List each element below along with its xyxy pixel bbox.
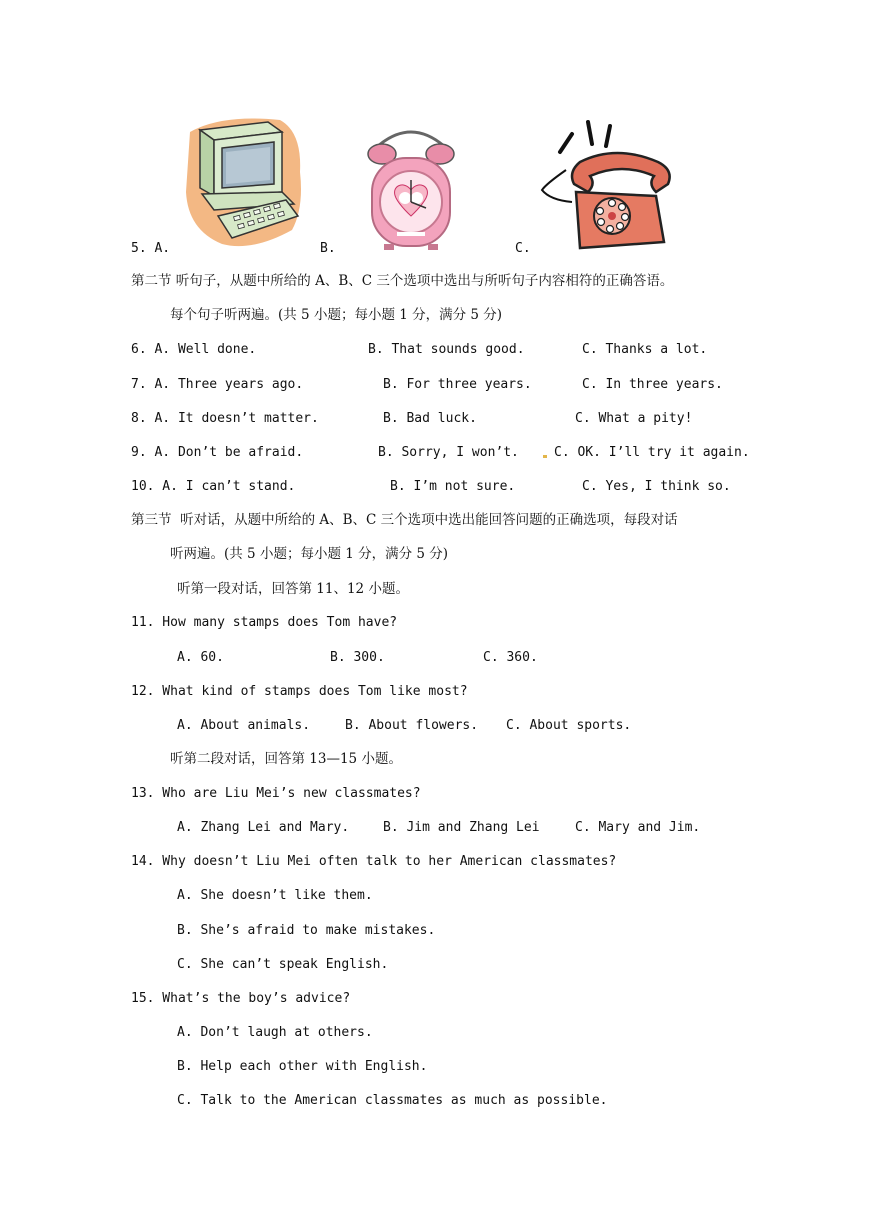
q6-option-c: C. Thanks a lot. bbox=[582, 342, 708, 357]
q10-option-c: C. Yes, I think so. bbox=[582, 479, 731, 494]
q9-option-c: C. OK. I’ll try it again. bbox=[554, 445, 750, 460]
dialog1-instruction: 听第一段对话，回答第 11、12 小题。 bbox=[177, 581, 409, 597]
q5-label-c: C. bbox=[515, 241, 531, 256]
q12-option-b: B. About flowers. bbox=[345, 718, 479, 733]
q11-option-c: C. 360. bbox=[483, 650, 538, 665]
q15-option-c: C. Talk to the American classmates as much as possible. bbox=[177, 1093, 608, 1108]
q6-option-a: 6. A. Well done. bbox=[131, 342, 257, 357]
q13-option-b: B. Jim and Zhang Lei bbox=[383, 820, 540, 835]
alarm-clock-icon bbox=[364, 124, 458, 252]
q9-option-b: B. Sorry, I won’t. bbox=[378, 445, 519, 460]
q14-option-c: C. She can’t speak English. bbox=[177, 957, 389, 972]
q14-option-b: B. She’s afraid to make mistakes. bbox=[177, 923, 436, 938]
q12-option-c: C. About sports. bbox=[506, 718, 632, 733]
q10-option-b: B. I’m not sure. bbox=[390, 479, 516, 494]
q13-stem: 13. Who are Liu Mei’s new classmates? bbox=[131, 786, 421, 801]
q15-option-a: A. Don’t laugh at others. bbox=[177, 1025, 373, 1040]
ink-mark bbox=[543, 455, 547, 458]
section3-title: 第三节 听对话，从题中所给的 A、B、C 三个选项中选出能回答问题的正确选项，每段对话 bbox=[131, 512, 678, 528]
q12-option-a: A. About animals. bbox=[177, 718, 311, 733]
q13-option-c: C. Mary and Jim. bbox=[575, 820, 701, 835]
q7-option-a: 7. A. Three years ago. bbox=[131, 377, 304, 392]
q5-label-a: 5. A. bbox=[131, 241, 171, 256]
q5-label-b: B. bbox=[320, 241, 336, 256]
q6-option-b: B. That sounds good. bbox=[368, 342, 525, 357]
section2-note: 每个句子听两遍。(共 5 小题；每小题 1 分，满分 5 分) bbox=[170, 307, 503, 323]
q8-option-b: B. Bad luck. bbox=[383, 411, 477, 426]
dialog2-instruction: 听第二段对话，回答第 13—15 小题。 bbox=[170, 751, 402, 767]
section2-title: 第二节 听句子，从题中所给的 A、B、C 三个选项中选出与所听句子内容相符的正确答语。 bbox=[131, 273, 674, 289]
q11-stem: 11. How many stamps does Tom have? bbox=[131, 615, 398, 630]
section3-note: 听两遍。(共 5 小题；每小题 1 分，满分 5 分) bbox=[170, 546, 449, 562]
q10-option-a: 10. A. I can’t stand. bbox=[131, 479, 296, 494]
q11-option-a: A. 60. bbox=[177, 650, 224, 665]
q7-option-b: B. For three years. bbox=[383, 377, 532, 392]
q14-stem: 14. Why doesn’t Liu Mei often talk to her American classmates? bbox=[131, 854, 617, 869]
q9-option-a: 9. A. Don’t be afraid. bbox=[131, 445, 304, 460]
telephone-icon bbox=[536, 118, 676, 256]
q11-option-b: B. 300. bbox=[330, 650, 385, 665]
q14-option-a: A. She doesn’t like them. bbox=[177, 888, 373, 903]
q8-option-a: 8. A. It doesn’t matter. bbox=[131, 411, 319, 426]
q15-option-b: B. Help each other with English. bbox=[177, 1059, 428, 1074]
q12-stem: 12. What kind of stamps does Tom like most? bbox=[131, 684, 468, 699]
q8-option-c: C. What a pity! bbox=[575, 411, 693, 426]
computer-icon bbox=[182, 112, 307, 252]
q7-option-c: C. In three years. bbox=[582, 377, 723, 392]
q15-stem: 15. What’s the boy’s advice? bbox=[131, 991, 351, 1006]
q13-option-a: A. Zhang Lei and Mary. bbox=[177, 820, 350, 835]
